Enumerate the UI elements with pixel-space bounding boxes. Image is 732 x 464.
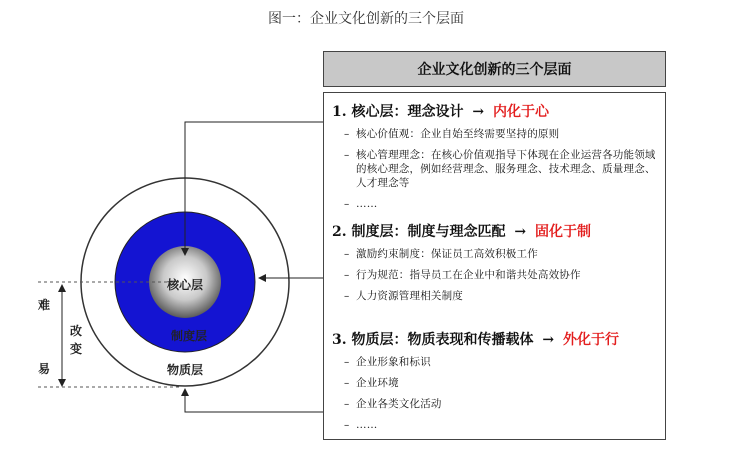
section-items	[332, 247, 662, 303]
change-label-1: 改	[70, 324, 83, 338]
section-core	[332, 103, 662, 218]
easy-label: 易	[38, 362, 51, 376]
panel-title: 企业文化创新的三个层面	[323, 51, 666, 87]
list-item: – 行为规范：指导员工在企业中和谐共处高效协作	[344, 269, 581, 281]
arrow-icon: →	[472, 104, 485, 120]
section-emphasis: 固化于制	[534, 224, 591, 240]
section-emphasis: 外化于行	[562, 332, 619, 348]
arrow-icon: →	[542, 332, 555, 348]
section-heading: 1. 核心层：理念设计 → 内化于心	[332, 104, 549, 120]
list-item: – 激励约束制度：保证员工高效积极工作	[344, 248, 538, 260]
list-item: – 核心价值观：企业自始至终需要坚持的原则	[344, 128, 560, 140]
list-item: – 人力资源管理相关制度	[344, 290, 463, 302]
section-emphasis: 内化于心	[492, 104, 549, 120]
section-heading: 3. 物质层：物质表现和传播载体 → 外化于行	[332, 332, 619, 348]
list-item: – 企业形象和标识	[344, 356, 431, 368]
change-label-2: 变	[70, 342, 83, 356]
section-system	[332, 223, 662, 310]
section-heading: 2. 制度层：制度与理念匹配 → 固化于制	[332, 224, 591, 240]
material-layer-label: 物质层	[167, 363, 204, 377]
figure-caption: 图一：企业文化创新的三个层面	[268, 11, 464, 27]
system-layer-label: 制度层	[171, 329, 208, 343]
arrow-icon: →	[514, 224, 527, 240]
list-item: – ……	[344, 419, 378, 431]
core-layer-label: 核心层	[167, 278, 204, 292]
section-items	[332, 355, 662, 432]
section-material	[332, 331, 662, 439]
hard-label: 难	[38, 298, 51, 312]
connector-material	[185, 392, 323, 412]
list-item: – 核心管理理念：在核心价值观指导下体现在企业运营各功能领域的核心理念，例如经营理念、服务理念、技术理念、质量理念、人才理念等	[344, 149, 656, 189]
section-items	[332, 127, 662, 211]
list-item: – ……	[344, 198, 378, 210]
layers-panel	[323, 92, 666, 440]
list-item: – 企业各类文化活动	[344, 398, 442, 410]
list-item: – 企业环境	[344, 377, 399, 389]
